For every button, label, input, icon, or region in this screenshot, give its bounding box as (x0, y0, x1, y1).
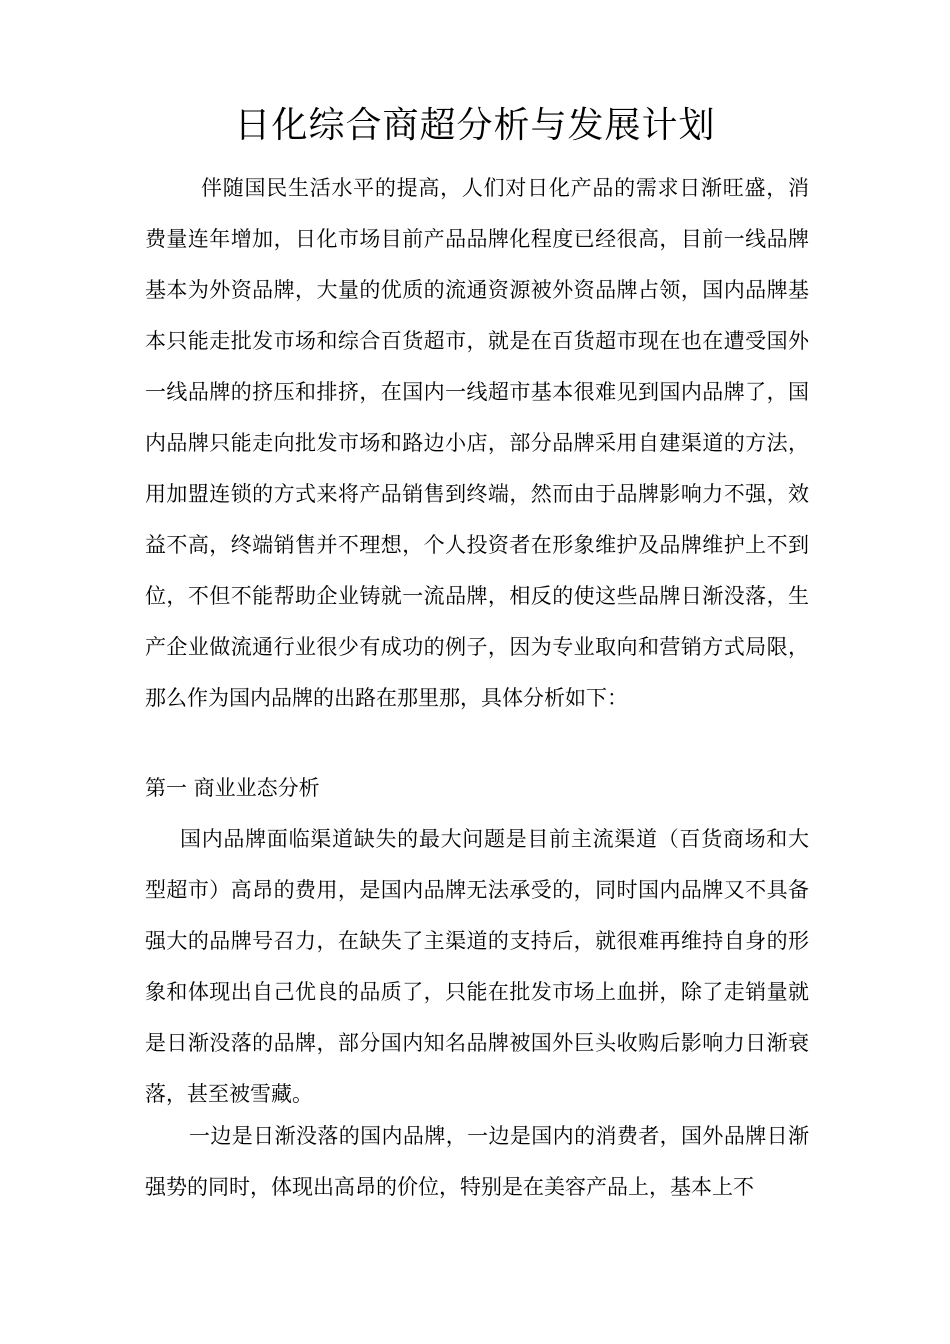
paragraph-consumer: 一边是日渐没落的国内品牌，一边是国内的消费者，国外品牌日渐强势的同时，体现出高昂的价位，特别是在美容产品上，基本上不 (145, 1124, 809, 1199)
document-title: 日化综合商超分析与发展计划 (234, 105, 716, 146)
paragraph-channel-analysis: 国内品牌面临渠道缺失的最大问题是目前主流渠道（百货商场和大型超市）高昂的费用，是国内品牌无法承受的，同时国内品牌又不具备强大的品牌号召力，在缺失了主渠道的支持后，就很难再维持自身的形象和体现出自己优良的品质了，只能在批发市场上血拼，除了走销量就是日渐没落的品牌，部分国内知名品牌被国外巨头收购后影响力日渐衰落，甚至被雪藏。 (145, 827, 809, 1106)
paragraph-intro: 伴随国民生活水平的提高，人们对日化产品的需求日渐旺盛，消费量连年增加，日化市场目前产品品牌化程度已经很高，目前一线品牌基本为外资品牌，大量的优质的流通资源被外资品牌占领，国内品牌基本只能走批发市场和综合百货超市，就是在百货超市现在也在遭受国外一线品牌的挤压和排挤，在国内一线超市基本很难见到国内品牌了，国内品牌只能走向批发市场和路边小店，部分品牌采用自建渠道的方法，用加盟连锁的方式来将产品销售到终端，然而由于品牌影响力不强，效益不高，终端销售并不理想，个人投资者在形象维护及品牌维护上不到位，不但不能帮助企业铸就一流品牌，相反的使这些品牌日渐没落，生产企业做流通行业很少有成功的例子，因为专业取向和营销方式局限，那么作为国内品牌的出路在那里那，具体分析如下： (145, 176, 809, 710)
section-heading: 第一 商业业态分析 (145, 776, 320, 800)
